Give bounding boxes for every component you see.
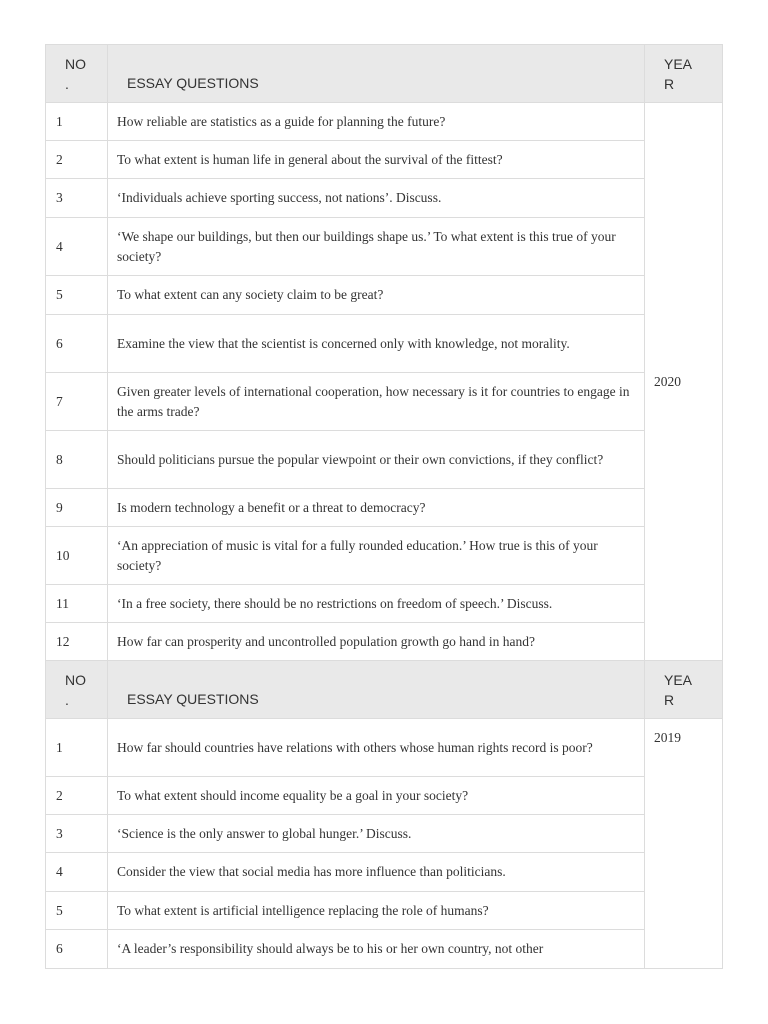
essay-question: ‘In a free society, there should be no restrictions on freedom of speech.’ Discuss. <box>108 585 645 623</box>
header-essay-questions: ESSAY QUESTIONS <box>108 45 645 103</box>
question-number: 4 <box>46 218 108 276</box>
essay-question: To what extent should income equality be a goal in your society? <box>108 777 645 815</box>
essay-question: Examine the view that the scientist is concerned only with knowledge, not morality. <box>108 315 645 373</box>
essay-table-2019 <box>45 660 723 969</box>
table-row <box>46 777 723 815</box>
table-row <box>46 489 723 527</box>
header-year-line1: YEA <box>664 672 693 688</box>
question-number: 5 <box>46 276 108 315</box>
header-no-line1: NO <box>65 672 86 688</box>
question-number: 8 <box>46 431 108 489</box>
question-number: 10 <box>46 527 108 585</box>
essay-question: ‘We shape our buildings, but then our buildings shape us.’ To what extent is this true of your society? <box>108 218 645 276</box>
table-row <box>46 930 723 969</box>
table-row <box>46 585 723 623</box>
header-no <box>46 45 108 103</box>
header-year-line2: R <box>664 692 675 708</box>
table-row <box>46 141 723 179</box>
essay-question: Consider the view that social media has more influence than politicians. <box>108 853 645 892</box>
essay-question: ‘Individuals achieve sporting success, not nations’. Discuss. <box>108 179 645 218</box>
question-number: 9 <box>46 489 108 527</box>
question-number: 1 <box>46 103 108 141</box>
essay-question: To what extent is human life in general about the survival of the fittest? <box>108 141 645 179</box>
header-no <box>46 661 108 719</box>
essay-question: How reliable are statistics as a guide for planning the future? <box>108 103 645 141</box>
header-year-line1: YEA <box>664 56 693 72</box>
header-no-line2: . <box>65 692 69 708</box>
question-number: 6 <box>46 315 108 373</box>
table-row <box>46 892 723 930</box>
table-row <box>46 527 723 585</box>
table-row <box>46 315 723 373</box>
table-row <box>46 276 723 315</box>
table-header-row <box>46 661 723 719</box>
essay-question: ‘An appreciation of music is vital for a fully rounded education.’ How true is this of your society? <box>108 527 645 585</box>
table-row <box>46 719 723 777</box>
question-number: 12 <box>46 623 108 662</box>
essay-question: Is modern technology a benefit or a threat to democracy? <box>108 489 645 527</box>
table-row <box>46 103 723 141</box>
question-number: 7 <box>46 373 108 431</box>
table-row <box>46 431 723 489</box>
question-number: 3 <box>46 815 108 853</box>
question-number: 11 <box>46 585 108 623</box>
essay-question: ‘Science is the only answer to global hunger.’ Discuss. <box>108 815 645 853</box>
header-year <box>645 661 723 719</box>
table-row <box>46 179 723 218</box>
header-no-line1: NO <box>65 56 86 72</box>
year-cell: 2020 <box>645 103 723 662</box>
table-header-row <box>46 45 723 103</box>
header-no-line2: . <box>65 76 69 92</box>
essay-question: How far should countries have relations with others whose human rights record is poor? <box>108 719 645 777</box>
question-number: 5 <box>46 892 108 930</box>
essay-question: To what extent can any society claim to be great? <box>108 276 645 315</box>
essay-question: ‘A leader’s responsibility should always be to his or her own country, not other <box>108 930 645 969</box>
table-row <box>46 623 723 662</box>
question-number: 4 <box>46 853 108 892</box>
essay-question: Given greater levels of international cooperation, how necessary is it for countries to engage in the arms trade? <box>108 373 645 431</box>
header-year-line2: R <box>664 76 675 92</box>
question-number: 1 <box>46 719 108 777</box>
table-row <box>46 373 723 431</box>
essay-question: Should politicians pursue the popular viewpoint or their own convictions, if they conflict? <box>108 431 645 489</box>
question-number: 3 <box>46 179 108 218</box>
essay-table-2020 <box>45 44 723 662</box>
question-number: 2 <box>46 141 108 179</box>
header-year <box>645 45 723 103</box>
table-row <box>46 853 723 892</box>
essay-question: How far can prosperity and uncontrolled population growth go hand in hand? <box>108 623 645 662</box>
question-number: 2 <box>46 777 108 815</box>
table-row <box>46 815 723 853</box>
essay-question: To what extent is artificial intelligence replacing the role of humans? <box>108 892 645 930</box>
question-number: 6 <box>46 930 108 969</box>
header-essay-questions: ESSAY QUESTIONS <box>108 661 645 719</box>
table-row <box>46 218 723 276</box>
year-cell: 2019 <box>645 719 723 969</box>
